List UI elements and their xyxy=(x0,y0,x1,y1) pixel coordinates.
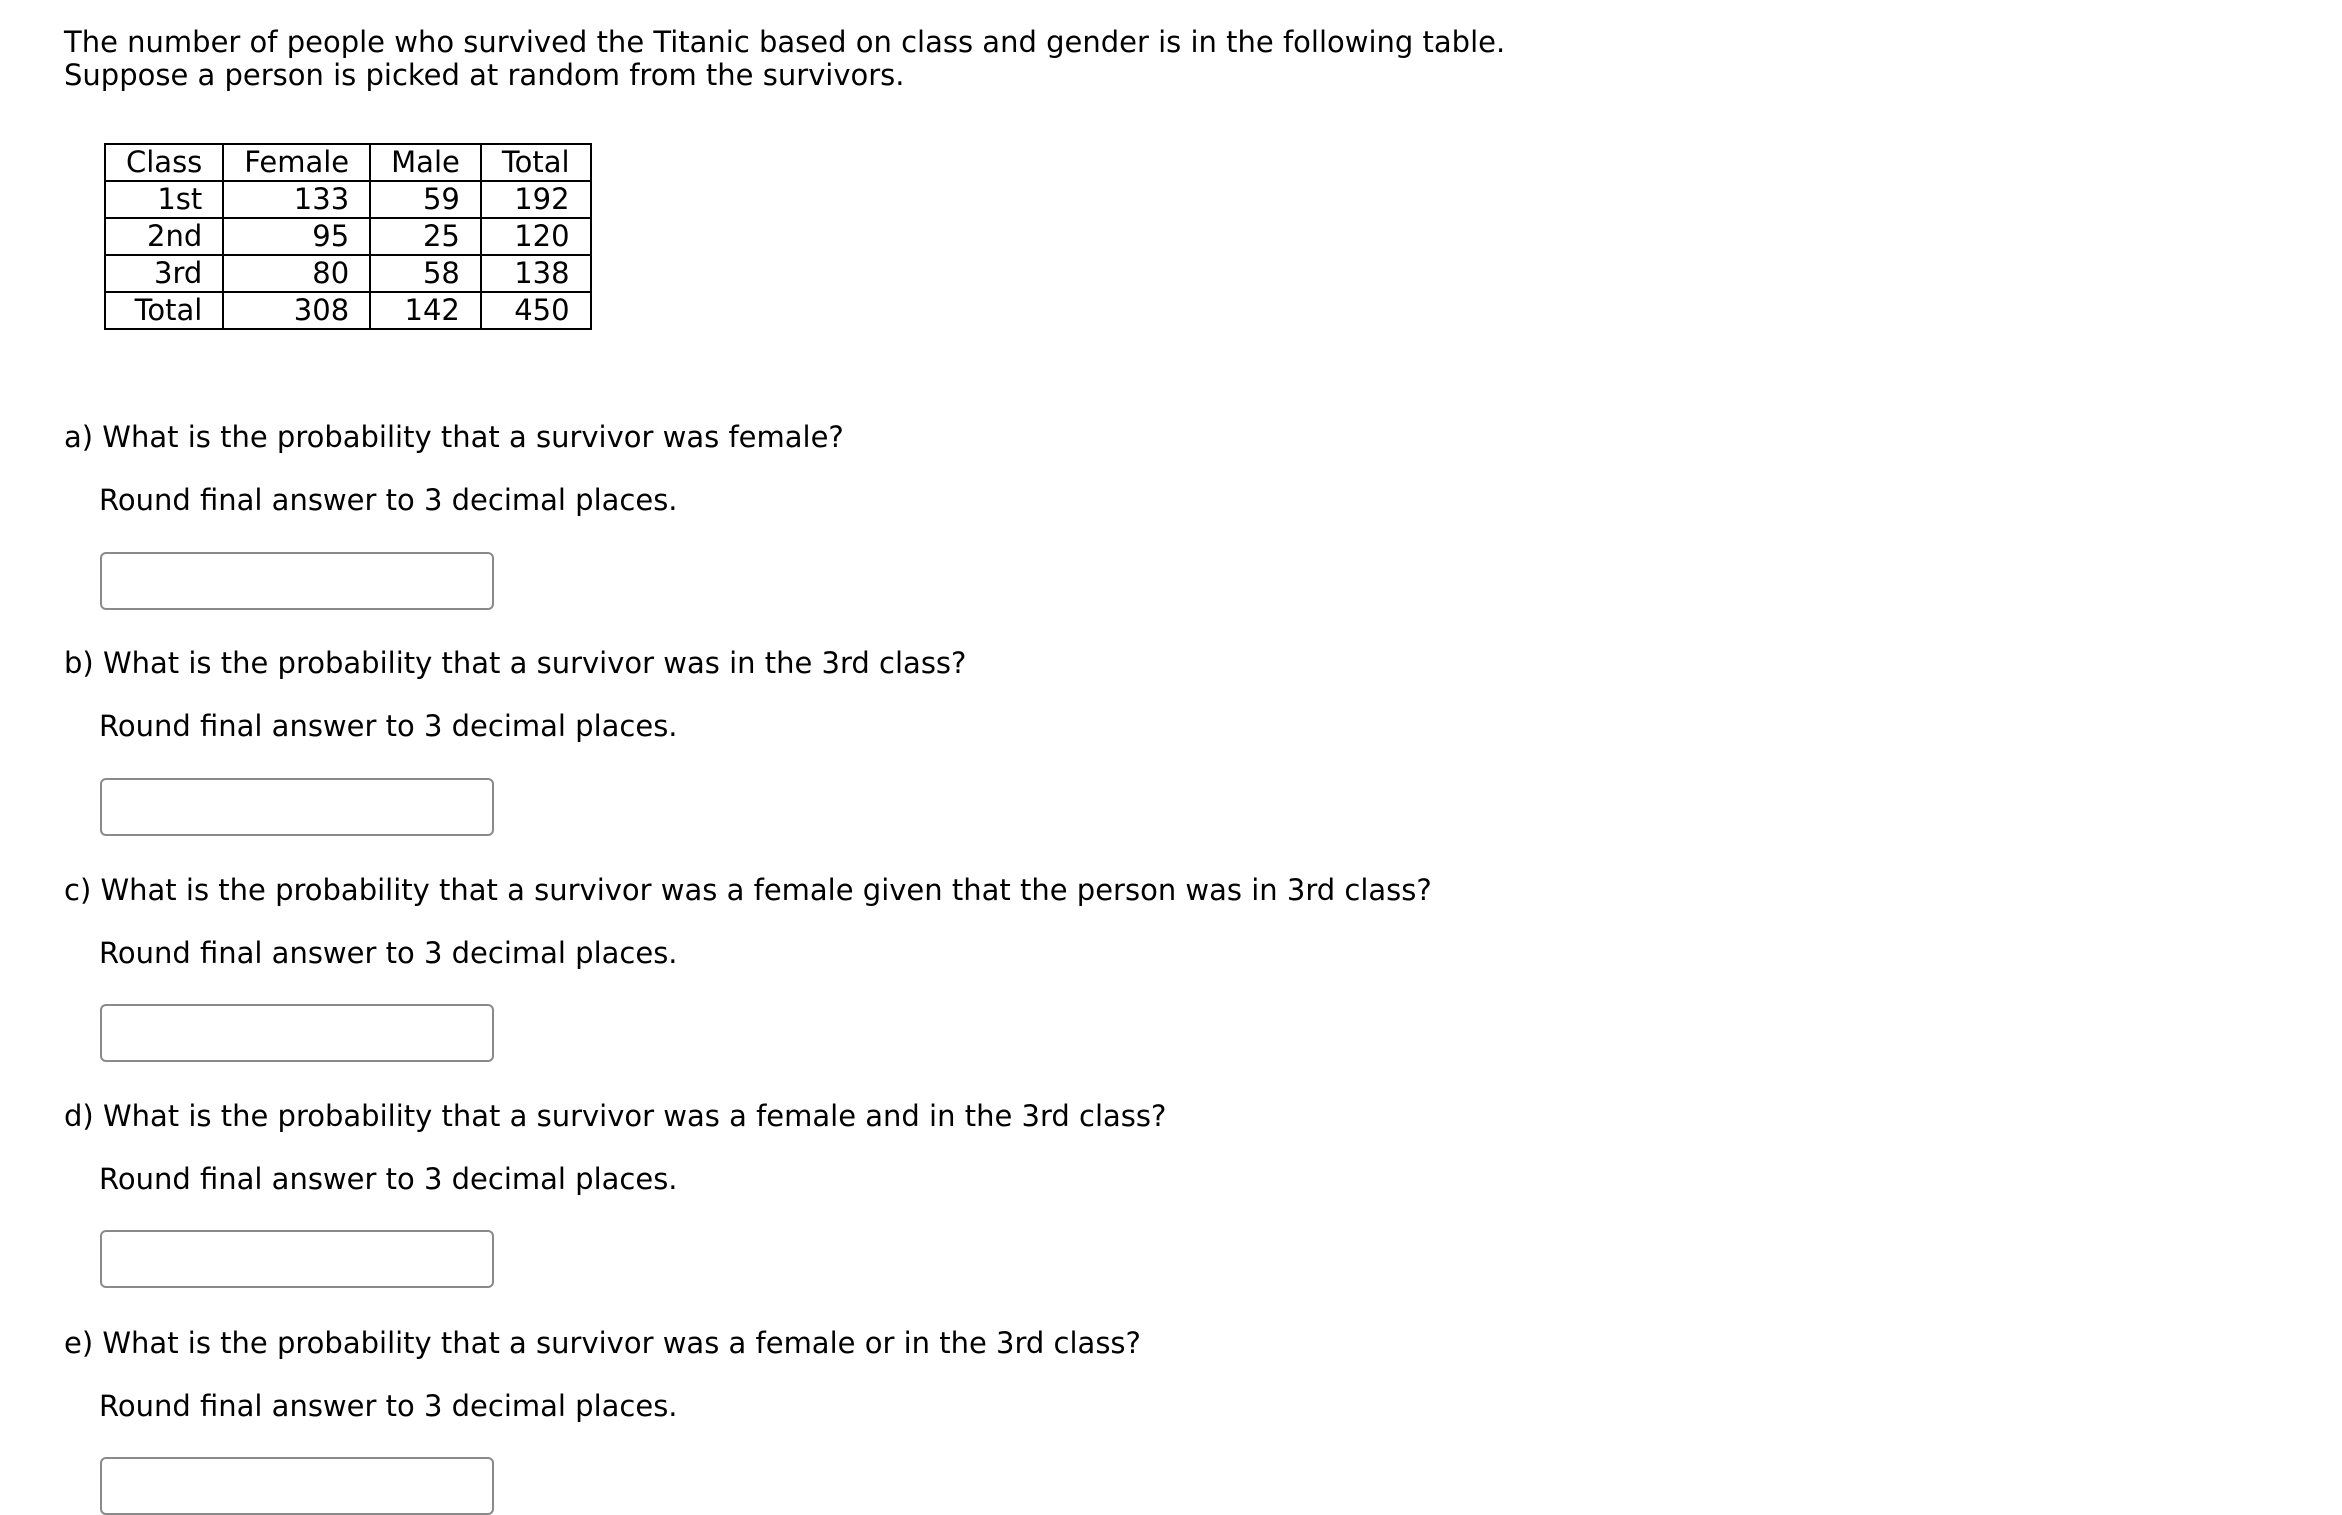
question-c xyxy=(64,874,1564,970)
answer-c-input[interactable] xyxy=(100,1004,494,1062)
table-cell: 59 xyxy=(370,181,481,218)
table-cell: 1st xyxy=(105,181,223,218)
answer-e-input[interactable] xyxy=(100,1457,494,1515)
question-b-text: b) What is the probability that a survivor was in the 3rd class? xyxy=(64,646,967,680)
question-a-text: a) What is the probability that a survivor was female? xyxy=(64,420,844,454)
answer-d-input[interactable] xyxy=(100,1230,494,1288)
table-header-female: Female xyxy=(223,144,370,181)
table-cell: 450 xyxy=(481,292,591,329)
table-row xyxy=(105,255,591,292)
table-header-class: Class xyxy=(105,144,223,181)
question-d xyxy=(64,1100,1564,1196)
table-cell: 308 xyxy=(223,292,370,329)
survivor-table xyxy=(104,143,592,330)
table-header-row xyxy=(105,144,591,181)
table-cell: Total xyxy=(105,292,223,329)
table-cell: 95 xyxy=(223,218,370,255)
table-row xyxy=(105,181,591,218)
table-cell: 58 xyxy=(370,255,481,292)
answer-a-input[interactable] xyxy=(100,552,494,610)
table-cell: 192 xyxy=(481,181,591,218)
table-cell: 142 xyxy=(370,292,481,329)
table-cell: 138 xyxy=(481,255,591,292)
table-cell: 80 xyxy=(223,255,370,292)
table-cell: 120 xyxy=(481,218,591,255)
question-a xyxy=(64,421,1564,517)
question-e-text: e) What is the probability that a survivor was a female or in the 3rd class? xyxy=(64,1326,1141,1360)
table-cell: 3rd xyxy=(105,255,223,292)
table-cell: 2nd xyxy=(105,218,223,255)
question-d-instruction: Round final answer to 3 decimal places. xyxy=(99,1162,678,1196)
question-b xyxy=(64,647,1564,743)
question-c-instruction: Round final answer to 3 decimal places. xyxy=(99,936,678,970)
question-e-instruction: Round final answer to 3 decimal places. xyxy=(99,1389,678,1423)
table-cell: 133 xyxy=(223,181,370,218)
question-a-instruction: Round final answer to 3 decimal places. xyxy=(99,483,678,517)
question-d-text: d) What is the probability that a survivor was a female and in the 3rd class? xyxy=(64,1099,1167,1133)
question-e xyxy=(64,1327,1564,1423)
question-c-text: c) What is the probability that a survivor was a female given that the person was in 3rd class? xyxy=(64,873,1432,907)
question-b-instruction: Round final answer to 3 decimal places. xyxy=(99,709,678,743)
table-header-total: Total xyxy=(481,144,591,181)
table-cell: 25 xyxy=(370,218,481,255)
table-row xyxy=(105,218,591,255)
problem-intro: The number of people who survived the Titanic based on class and gender is in the following table. Suppose a person is picked at random from the survivors. xyxy=(64,25,1506,92)
table-header-male: Male xyxy=(370,144,481,181)
answer-b-input[interactable] xyxy=(100,778,494,836)
table-row xyxy=(105,292,591,329)
